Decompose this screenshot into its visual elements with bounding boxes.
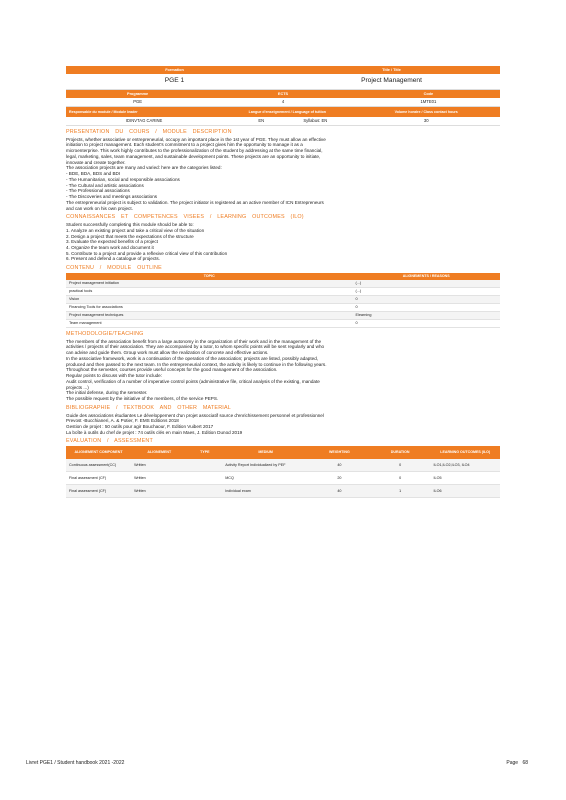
topic-cell: Vision (69, 297, 80, 302)
ev-component: Final assessment (CF) (69, 475, 107, 480)
ev-col-medium: MEDIUM (258, 450, 273, 455)
methodologie-line: In the associative framework, work is a continuation of the operation of the association; projects are listed, possibly adapted, (66, 355, 319, 361)
ev-type (188, 485, 223, 497)
presentation-line: - The Cultural and artistic associations (66, 182, 144, 188)
ev-weighting: 20 (337, 475, 342, 480)
ev-type (188, 472, 223, 484)
ects-label: ECTS (277, 91, 289, 96)
competences-heading: CONNAISSANCES ET COMPETENCES VISEES / LEARNING OUTCOMES (ILO) (66, 214, 304, 221)
table-row (66, 472, 500, 485)
header-row-2 (66, 90, 500, 98)
ev-weighting: 40 (337, 488, 342, 493)
header-row-1 (66, 66, 500, 74)
ilo-cell: (...) (355, 281, 362, 286)
competence-line: 1. Analyze an existing project and take a critical view of the situation (66, 227, 205, 233)
ev-component: Continuous assessment(CC) (69, 462, 117, 467)
ilo-cell: 0 (355, 321, 358, 326)
volume-value: 30 (423, 118, 429, 124)
methodologie-line: can advise and guide them. Group work must allow the realization of concrete and effective actions. (66, 350, 269, 356)
presentation-line: initiation to project management. Each student's commitment to a project gives him the opportunity to manage it as a (66, 142, 303, 148)
leader-label: Responsable du module / Module leader (69, 109, 138, 114)
syllabus-label: Syllabus: (303, 118, 321, 124)
competence-line: 2. Design a project that meets the expectations of the structure (66, 233, 194, 239)
ilo-cell: (...) (355, 289, 362, 294)
topic-cell: practical tools (69, 289, 93, 294)
ev-component: Final assessment (CF) (69, 488, 107, 493)
methodologie-line: The initial defense, during the semester. (66, 390, 148, 396)
formation-label: Formation (165, 67, 184, 72)
table-row (66, 296, 500, 304)
ev-col-ilo: LEARNING OUTCOMES (ILO) (440, 450, 491, 455)
competence-line: Student successfully completing this module should be able to: (66, 222, 194, 228)
ev-duration: 0 (399, 462, 402, 467)
ev-col-type: TYPE (200, 450, 210, 455)
formation-value: PGE 1 (164, 77, 185, 85)
ilo-cell: 0 (355, 297, 358, 302)
ev-col-alignement: ALIGNEMENT (147, 450, 172, 455)
methodologie-line: projects ...) (66, 384, 89, 390)
contenu-heading: CONTENU / MODULE OUTLINE (66, 265, 162, 272)
ev-duration: 1 (399, 488, 402, 493)
syllabus-page (66, 66, 500, 498)
methodologie-line: produced and then passed to the next team. In the entrepreneurial context, the activity is likely to continue in the following years. (66, 361, 327, 367)
ev-medium: MCQ (225, 475, 234, 480)
methodologie-line: Throughout the semester, courses provide useful concepts for the good management of the association. (66, 367, 278, 373)
evaluation-table-header (66, 446, 500, 459)
header-row-3 (66, 107, 500, 117)
leader-value: IDINVTAG CARINE (125, 118, 163, 124)
programme-label: Programme (127, 91, 149, 96)
bibliographie-line: Gestion de projet : 50 outils pour agir Bouchaour, F. Edition Vuibert 2017 (66, 423, 214, 429)
presentation-line: microenterprise. This work highly contributes to the professionalization of the student by addressing at the same time financial, (66, 148, 323, 154)
ev-ilo: ILO1,ILO2,ILO3, ILO4 (433, 462, 470, 467)
methodologie-line: Regular points to discuss with the tutor include: (66, 373, 163, 379)
header-values-3 (66, 117, 500, 126)
code-value: 1MTE01 (420, 99, 437, 105)
competence-line: 5. Contribute to a project and provide a reflexive critical view of this contribution (66, 250, 228, 256)
presentation-line: Projects, whether associative or entrepreneurial, occupy an important place in the 1st year of PGE. They must allow an effective (66, 136, 326, 142)
presentation-line: legal, marketing, sales, team management, and sustainable development points. These projects are an opportunity to initiate, (66, 153, 321, 159)
methodologie-heading: METHODOLOGIE/TEACHING (66, 330, 144, 337)
volume-label: Volume horaire / Class contact hours (394, 109, 458, 114)
programme-value: PGE (133, 99, 143, 105)
methodologie-line: The possible request by the initiative of the members, of the service PEPS. (66, 396, 219, 402)
table-row (66, 485, 500, 498)
presentation-line: The entrepreneurial project is subject to validation. The project initiator is registered as an active member of ICN Entrepreneurs (66, 199, 324, 205)
methodologie-line: Audit control, verification of a number of imperative control points (administrative file, critical analysis of the existing, mandate (66, 378, 320, 384)
presentation-line: - BDE, BDA, BDS and BDI (66, 171, 121, 177)
contenu-col-ilo: ALIGNEMENTS / REASONS (402, 274, 450, 279)
bibliographie-line: Guide des associations étudiantes Le développement d'un projet associatif source d'enrichissement personnel et professionnel (66, 412, 324, 418)
bibliographie-heading: BIBLIOGRAPHIE / TEXTBOOK AND OTHER MATERIAL (66, 404, 231, 411)
page-footer (26, 760, 528, 766)
ev-alignement: Written (134, 475, 146, 480)
table-row (66, 320, 500, 328)
presentation-heading: PRESENTATION DU COURS / MODULE DESCRIPTION (66, 129, 232, 135)
header-values-1 (66, 74, 500, 90)
ev-col-duration: DURATION (390, 450, 410, 455)
syllabus-value: EN (321, 118, 328, 124)
topic-cell: Financing Tools for associations (69, 305, 123, 310)
ev-medium: Individual exam (225, 488, 251, 493)
code-label: Code (423, 91, 434, 96)
ilo-cell: 0 (355, 305, 358, 310)
presentation-line: The association projects are many and varied: here are the categories listed: (66, 165, 222, 171)
ev-alignement: Written (134, 488, 146, 493)
methodologie-line: activities / projects of their association. They are accompanied by a tutor, to whom specific points will be sent regularly and who (66, 344, 325, 350)
bibliographie-text (66, 413, 500, 436)
ev-ilo: ILO5 (433, 475, 442, 480)
langue-label: Langue d'enseignement / Language of tuition (248, 109, 326, 114)
footer-page-label: Page (506, 760, 519, 766)
table-row (66, 459, 500, 472)
methodologie-text (66, 339, 500, 402)
topic-cell: Project management techniques (69, 313, 124, 318)
ev-ilo: ILO6 (433, 488, 442, 493)
competence-line: 3. Evaluate the expected benefits of a project (66, 239, 158, 245)
table-row (66, 280, 500, 288)
competence-line: 6. Present and defend a catalogue of projects. (66, 256, 160, 262)
table-row (66, 304, 500, 312)
contenu-col-topic: TOPIC (203, 274, 215, 279)
table-row (66, 288, 500, 296)
competence-line: 4. Organize the team work and document it (66, 244, 154, 250)
presentation-line: - The Discoveries and meetings associations (66, 194, 158, 200)
langue-value: EN (258, 118, 265, 124)
presentation-line: - The Humanitarian, social and responsible associations (66, 176, 180, 182)
ev-alignement: Written (134, 462, 146, 467)
topic-cell: Team management (69, 321, 102, 326)
table-row (66, 312, 500, 320)
bibliographie-line: La boîte à outils du chef de projet : 74 outils clés en main Maes, J. Edition Dunod 2019 (66, 429, 243, 435)
contenu-table-header (66, 273, 500, 280)
topic-cell: Project management initiation (69, 281, 120, 286)
presentation-line: innovate and create together. (66, 159, 126, 165)
ev-medium: Activity Report Individualized by PEF (225, 462, 286, 467)
title-value: Project Management (361, 77, 422, 85)
footer-right (506, 760, 528, 766)
evaluation-heading: EVALUATION / ASSESSMENT (66, 438, 153, 445)
ev-col-weighting: WEIGHTING (329, 450, 350, 455)
ev-type (188, 459, 223, 471)
footer-left: Livret PGE1 / Student handbook 2021 -2022 (26, 760, 125, 766)
competences-text (66, 222, 500, 262)
ilo-cell: Elearning (355, 313, 372, 318)
title-label: Title / Title (382, 67, 401, 72)
presentation-line: - The Professional associations (66, 188, 130, 194)
ev-weighting: 40 (337, 462, 342, 467)
methodologie-line: The members of the association benefit from a large autonomy in the organization of their work and in the management of the (66, 338, 322, 344)
ects-value: 4 (281, 99, 285, 105)
footer-page-number: 68 (522, 760, 528, 766)
bibliographie-line: Prevost -Bucchianeri, A. & Potier, F. EMS Editions 2018 (66, 418, 179, 424)
header-values-2 (66, 98, 500, 107)
presentation-text (66, 137, 500, 212)
ev-col-component: ALIGNEMENT COMPONENT (74, 450, 123, 455)
ev-duration: 0 (399, 475, 402, 480)
presentation-line: and can work on his own project. (66, 205, 133, 211)
